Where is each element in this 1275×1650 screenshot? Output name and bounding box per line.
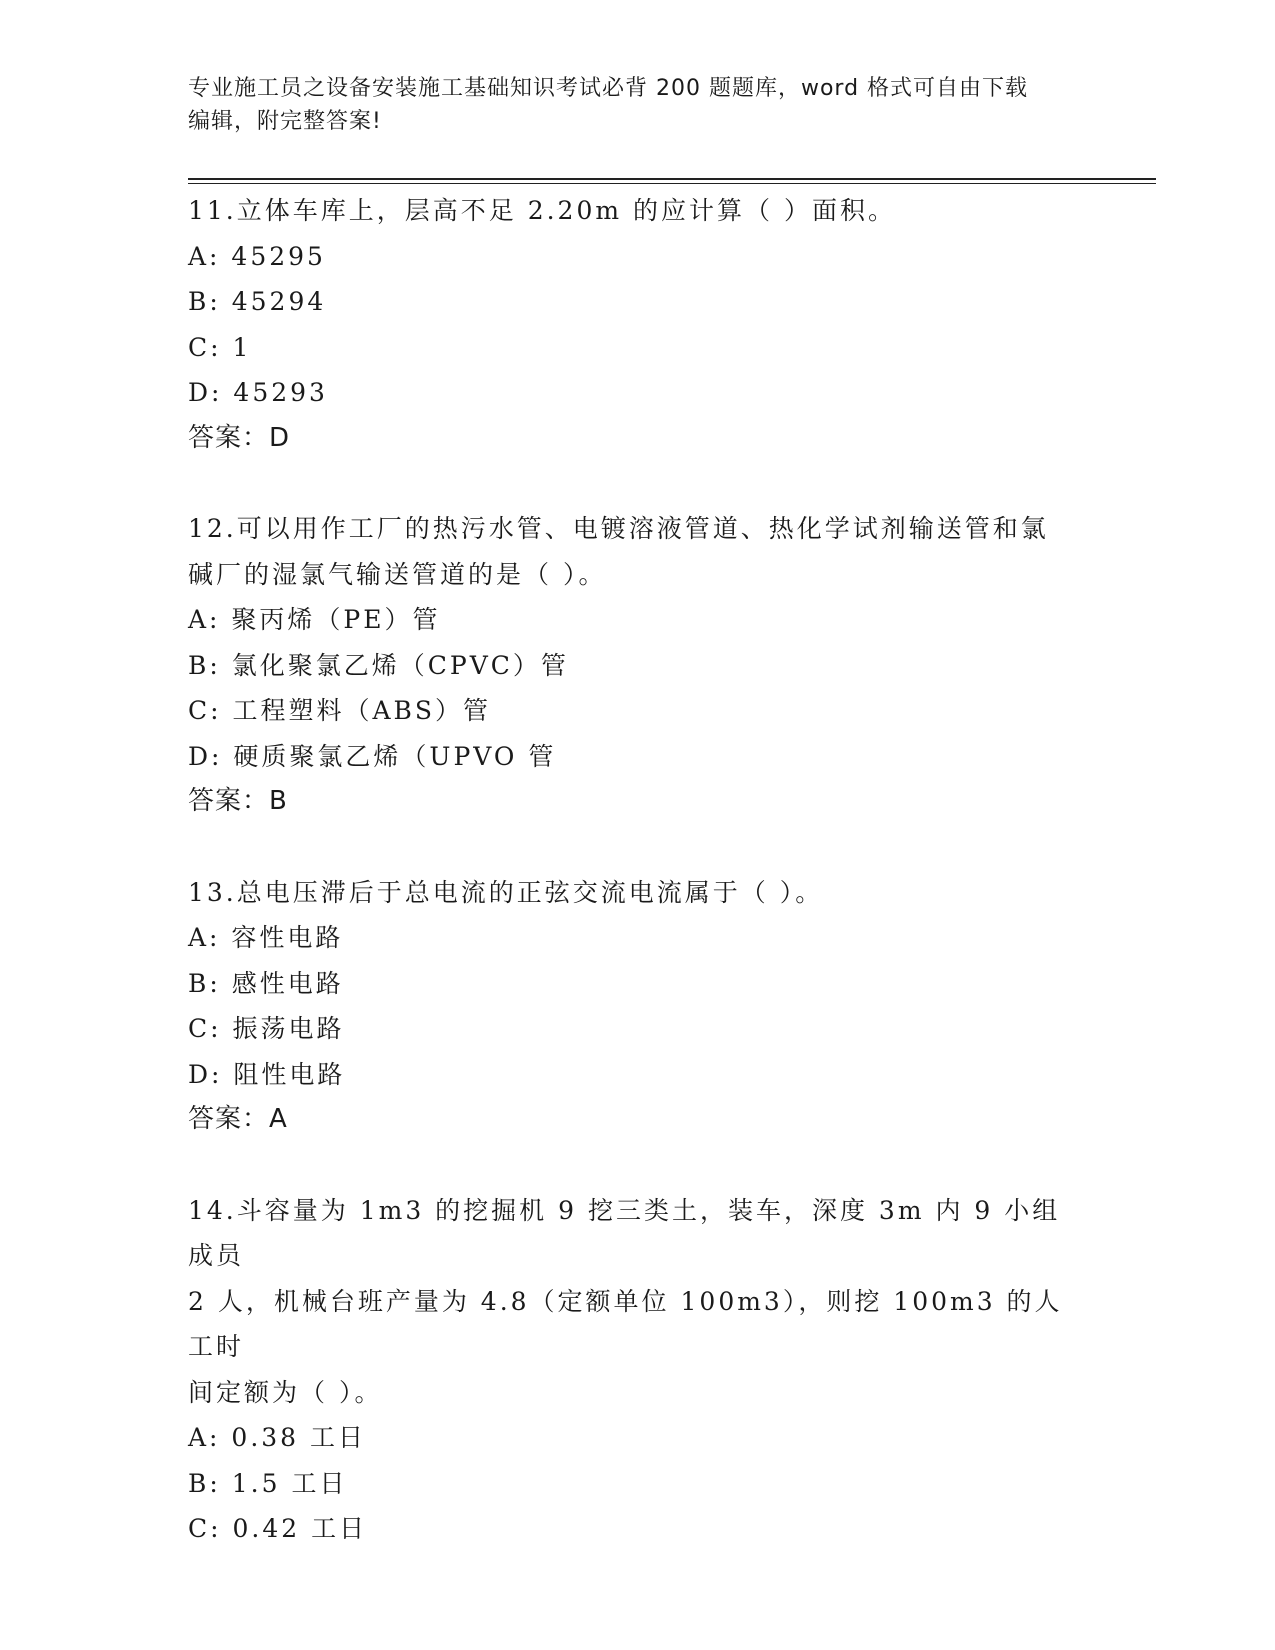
answer-line: 答案：D: [188, 422, 291, 453]
option-c: C: 工程塑料（ABS）管: [188, 696, 492, 725]
question-stem: [188, 870, 1088, 916]
question-gap: [188, 461, 1088, 506]
stem-line: 11.立体车库上，层高不足 2.20m 的应计算（ ）面积。: [188, 196, 896, 225]
stem-line: 14.斗容量为 1m3 的挖掘机 9 挖三类土，装车，深度 3m 内 9 小组成员: [188, 1195, 1061, 1270]
option-c: C: 振荡电路: [188, 1014, 345, 1043]
answer-line: 答案：A: [188, 1104, 288, 1134]
option-d: D: 45293: [188, 378, 328, 407]
header-line-1: 专业施工员之设备安装施工基础知识考试必背 200 题题库，word 格式可自由下载: [188, 76, 1029, 101]
stem-line: 间定额为（ ）。: [188, 1377, 383, 1407]
question-gap: [188, 825, 1088, 870]
stem-line: 13.总电压滞后于总电流的正弦交流电流属于（ ）。: [188, 877, 824, 907]
question-stem: [188, 1188, 1088, 1416]
stem-line: 12.可以用作工厂的热污水管、电镀溶液管道、热化学试剂输送管和氯: [188, 514, 1049, 543]
question-13: [188, 870, 1088, 1143]
option-a: A: 聚丙烯（PE）管: [188, 605, 441, 634]
question-list: [188, 188, 1088, 1552]
option-a: A: 45295: [188, 241, 326, 271]
stem-line: 碱厂的湿氯气输送管道的是（ ）。: [188, 559, 607, 589]
question-14: [188, 1188, 1088, 1552]
question-12: [188, 506, 1088, 825]
question-stem: [188, 506, 1088, 597]
option-a: A: 容性电路: [188, 923, 344, 952]
question-11: [188, 188, 1088, 461]
stem-line: 2 人，机械台班产量为 4.8（定额单位 100m3），则挖 100m3 的人工时: [188, 1286, 1063, 1361]
option-a: A: 0.38 工日: [188, 1423, 367, 1452]
question-stem: [188, 188, 1088, 234]
option-b: B: 45294: [188, 287, 327, 316]
document-header: [188, 72, 1068, 138]
option-d: D: 硬质聚氯乙烯（UPVO 管: [188, 741, 557, 771]
question-gap: [188, 1143, 1088, 1188]
header-rule-thick: [188, 178, 1156, 180]
option-c: C: 1: [188, 332, 252, 362]
header-rule-thin: [188, 183, 1156, 184]
option-d: D: 阻性电路: [188, 1059, 346, 1089]
answer-line: 答案：B: [188, 786, 288, 816]
header-line-2: 编辑，附完整答案!: [188, 109, 382, 134]
option-c: C: 0.42 工日: [188, 1514, 368, 1543]
option-b: B: 1.5 工日: [188, 1468, 348, 1498]
option-b: B: 感性电路: [188, 968, 344, 998]
option-b: B: 氯化聚氯乙烯（CPVC）管: [188, 650, 569, 680]
